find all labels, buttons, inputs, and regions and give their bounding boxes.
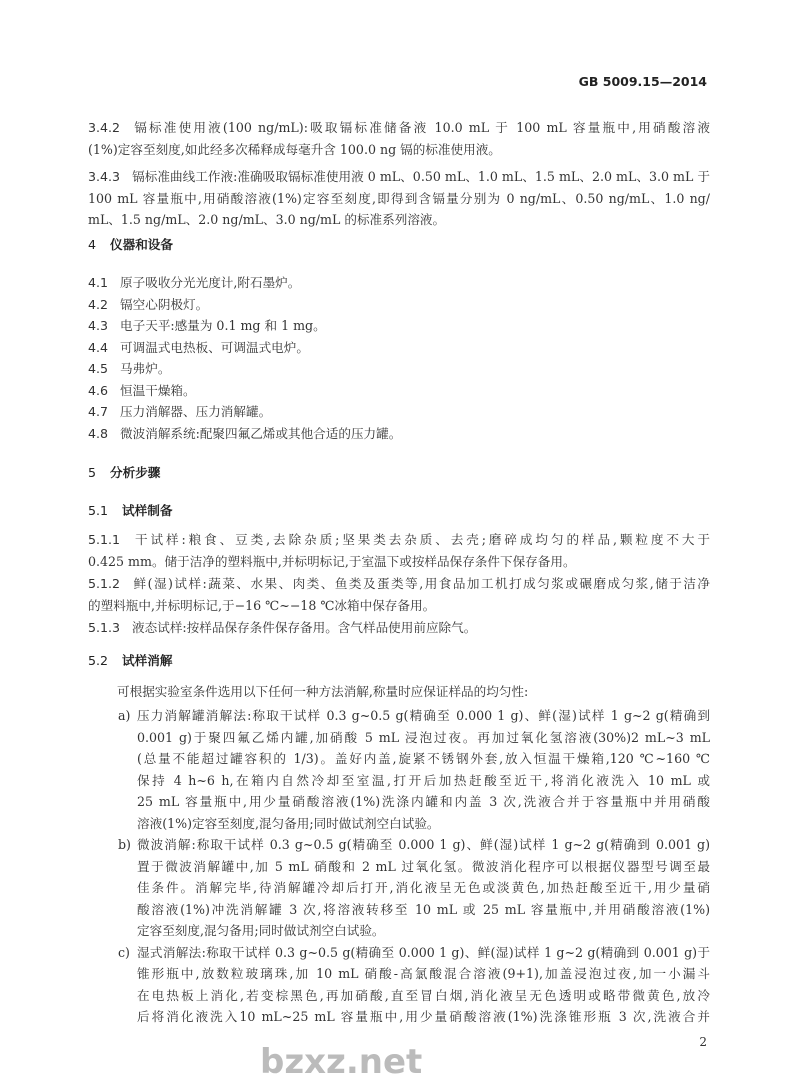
line-text: 压力消解罐消解法:称取干试样 0.3 g~0.5 g(精确至 0.000 1 g)、鲜(湿)试样 1 g~2 g(精确到 (137, 708, 710, 723)
line-text: 保持 4 h~6 h,在箱内自然冷却至室温,打开后加热赶酸至近干,将消化液洗入 10 mL 或 (137, 772, 710, 788)
item-text: 微波消解系统:配聚四氟乙烯或其他合适的压力罐。 (120, 425, 402, 441)
list-item (88, 315, 710, 337)
item-number: 4.6 (88, 382, 109, 398)
text-line (88, 117, 710, 139)
line-text: 0.425 mm。储于洁净的塑料瓶中,并标明标记,于室温下或按样品保存条件下保存备用。 (88, 553, 576, 569)
clause-number: 3.4.3 (88, 169, 121, 184)
list-item (88, 272, 710, 294)
line-text: 鲜(湿)试样:蔬菜、水果、肉类、鱼类及蛋类等,用食品加工机打成匀浆或碾磨成匀浆,储于洁净 (132, 576, 710, 591)
clause-number: 3.4.2 (88, 120, 121, 135)
list-item (88, 337, 710, 359)
text-line (88, 139, 710, 161)
method-item-c (88, 942, 710, 1028)
line-text: 锥形瓶中,放数粒玻璃珠,加 10 mL 硝酸-高氯酸混合溶液(9+1),加盖浸泡过夜,加一小漏斗 (137, 966, 710, 981)
method-item-a (88, 705, 710, 834)
line-text: 湿式消解法:称取干试样 0.3 g~0.5 g(精确至 0.000 1 g)、鲜(湿)试样 1 g~2 g(精确到 0.001 g)于 (137, 944, 710, 960)
list-item (88, 401, 710, 423)
page-number: 2 (699, 1035, 707, 1049)
text-line (88, 209, 710, 231)
item-number: 4.8 (88, 425, 109, 441)
section-5-heading: 5 分析步骤 (88, 465, 161, 480)
item-text: 原子吸收分光光度计,附石墨炉。 (120, 275, 301, 290)
line-text: 微波消解:称取干试样 0.3 g~0.5 g(精确至 0.000 1 g)、鲜(湿)试样 1 g~2 g(精确到 0.001 g) (137, 837, 710, 852)
text-line (88, 551, 710, 573)
line-text: 0.001 g)于聚四氟乙烯内罐,加硝酸 5 mL 浸泡过夜。再加过氧化氢溶液(30%)2 mL~3 mL (137, 729, 710, 745)
line-text: (总量不能超过罐容积的 1/3)。盖好内盖,旋紧不锈钢外套,放入恒温干燥箱,120 ℃~160 ℃ (137, 751, 710, 766)
line-text: (1%)定容至刻度,如此经多次稀释成每毫升含 100.0 ng 镉的标准使用液。 (88, 141, 501, 157)
item-number: 4.1 (88, 275, 109, 290)
list-item (88, 294, 710, 316)
standard-header: GB 5009.15—2014 (578, 74, 707, 89)
item-text: 可调温式电热板、可调温式电炉。 (120, 339, 309, 355)
method-item-b (88, 834, 710, 942)
digestion-methods-list (88, 705, 710, 1028)
line-text: 25 mL 容量瓶中,用少量硝酸溶液(1%)洗涤内罐和内盖 3 次,洗液合并于容量瓶中并用硝酸 (137, 794, 710, 809)
line-text: 佳条件。消解完毕,待消解罐冷却后打开,消化液呈无色或淡黄色,加热赶酸至近干,用少量硝 (137, 880, 710, 895)
list-item (88, 358, 710, 380)
text-line (88, 573, 710, 595)
item-number: 4.3 (88, 318, 109, 333)
item-number: 4.4 (88, 339, 109, 355)
line-text: 在电热板上消化,若变棕黑色,再加硝酸,直至冒白烟,消化液呈无色透明或略带微黄色,放冷 (137, 987, 710, 1003)
clause-number: 5.1.1 (88, 532, 121, 547)
item-text: 压力消解器、压力消解罐。 (120, 404, 272, 419)
item-number: 4.5 (88, 361, 109, 376)
clause-5-1-2 (88, 573, 710, 616)
line-text: 定容至刻度,混匀备用;同时做试剂空白试验。 (137, 923, 385, 938)
clause-3-4-2 (88, 117, 710, 160)
item-label: b) (118, 837, 131, 852)
item-label: c) (118, 944, 130, 960)
clause-3-4-3 (88, 166, 710, 231)
item-label: a) (118, 708, 131, 723)
section-5-1-heading: 5.1 试样制备 (88, 503, 173, 518)
line-text: mL、1.5 ng/mL、2.0 ng/mL、3.0 ng/mL 的标准系列溶液。 (88, 212, 446, 227)
text-line (88, 188, 710, 210)
line-text: 溶液(1%)定容至刻度,混匀备用;同时做试剂空白试验。 (137, 815, 440, 831)
line-text: 液态试样:按样品保存条件保存备用。含气样品使用前应除气。 (132, 620, 477, 635)
item-number: 4.7 (88, 404, 109, 419)
text-line (88, 617, 710, 639)
clause-number: 5.1.2 (88, 576, 121, 591)
item-text: 电子天平:感量为 0.1 mg 和 1 mg。 (120, 318, 326, 333)
line-text: 镉标准曲线工作液:准确吸取镉标准使用液 0 mL、0.50 mL、1.0 mL、1.5 mL、2.0 mL、3.0 mL 于 (132, 169, 710, 184)
line-text: 酸溶液(1%)冲洗消解罐 3 次,将溶液转移至 10 mL 或 25 mL 容量瓶中,并用硝酸溶液(1%) (137, 901, 710, 917)
item-text: 镉空心阴极灯。 (120, 296, 209, 312)
section-5-2-heading: 5.2 试样消解 (88, 653, 173, 668)
clause-number: 5.1.3 (88, 620, 121, 635)
line-text: 100 mL 容量瓶中,用硝酸溶液(1%)定容至刻度,即得到含镉量分别为 0 ng/mL、0.50 ng/mL、1.0 ng/ (88, 190, 710, 206)
line-text: 置于微波消解罐中,加 5 mL 硝酸和 2 mL 过氧化氢。微波消化程序可以根据仪器型号调至最 (137, 858, 710, 874)
section-5-2-intro: 可根据实验室条件选用以下任何一种方法消解,称量时应保证样品的均匀性: (117, 684, 529, 699)
item-text: 恒温干燥箱。 (120, 382, 196, 398)
item-text: 马弗炉。 (120, 361, 171, 376)
list-item (88, 423, 710, 445)
text-line (88, 595, 710, 617)
line-text: 的塑料瓶中,并标明标记,于−16 ℃~−18 ℃冰箱中保存备用。 (88, 597, 436, 613)
watermark: bzxz.net (260, 1042, 423, 1082)
text-line (88, 529, 710, 551)
item-number: 4.2 (88, 296, 109, 312)
text-line (88, 166, 710, 188)
clause-5-1-1 (88, 529, 710, 572)
list-item (88, 380, 710, 402)
line-text: 干试样:粮食、豆类,去除杂质;坚果类去杂质、去壳;磨碎成均匀的样品,颗粒度不大于 (132, 532, 710, 547)
section-4-list (88, 272, 710, 444)
line-text: 镉标准使用液(100 ng/mL):吸取镉标准储备液 10.0 mL 于 100 mL 容量瓶中,用硝酸溶液 (132, 120, 710, 135)
section-4-heading: 4 仪器和设备 (88, 237, 173, 252)
clause-5-1-3 (88, 617, 710, 639)
line-text: 后将消化液洗入10 mL~25 mL 容量瓶中,用少量硝酸溶液(1%)洗涤锥形瓶 3 次,洗液合并 (137, 1009, 710, 1024)
